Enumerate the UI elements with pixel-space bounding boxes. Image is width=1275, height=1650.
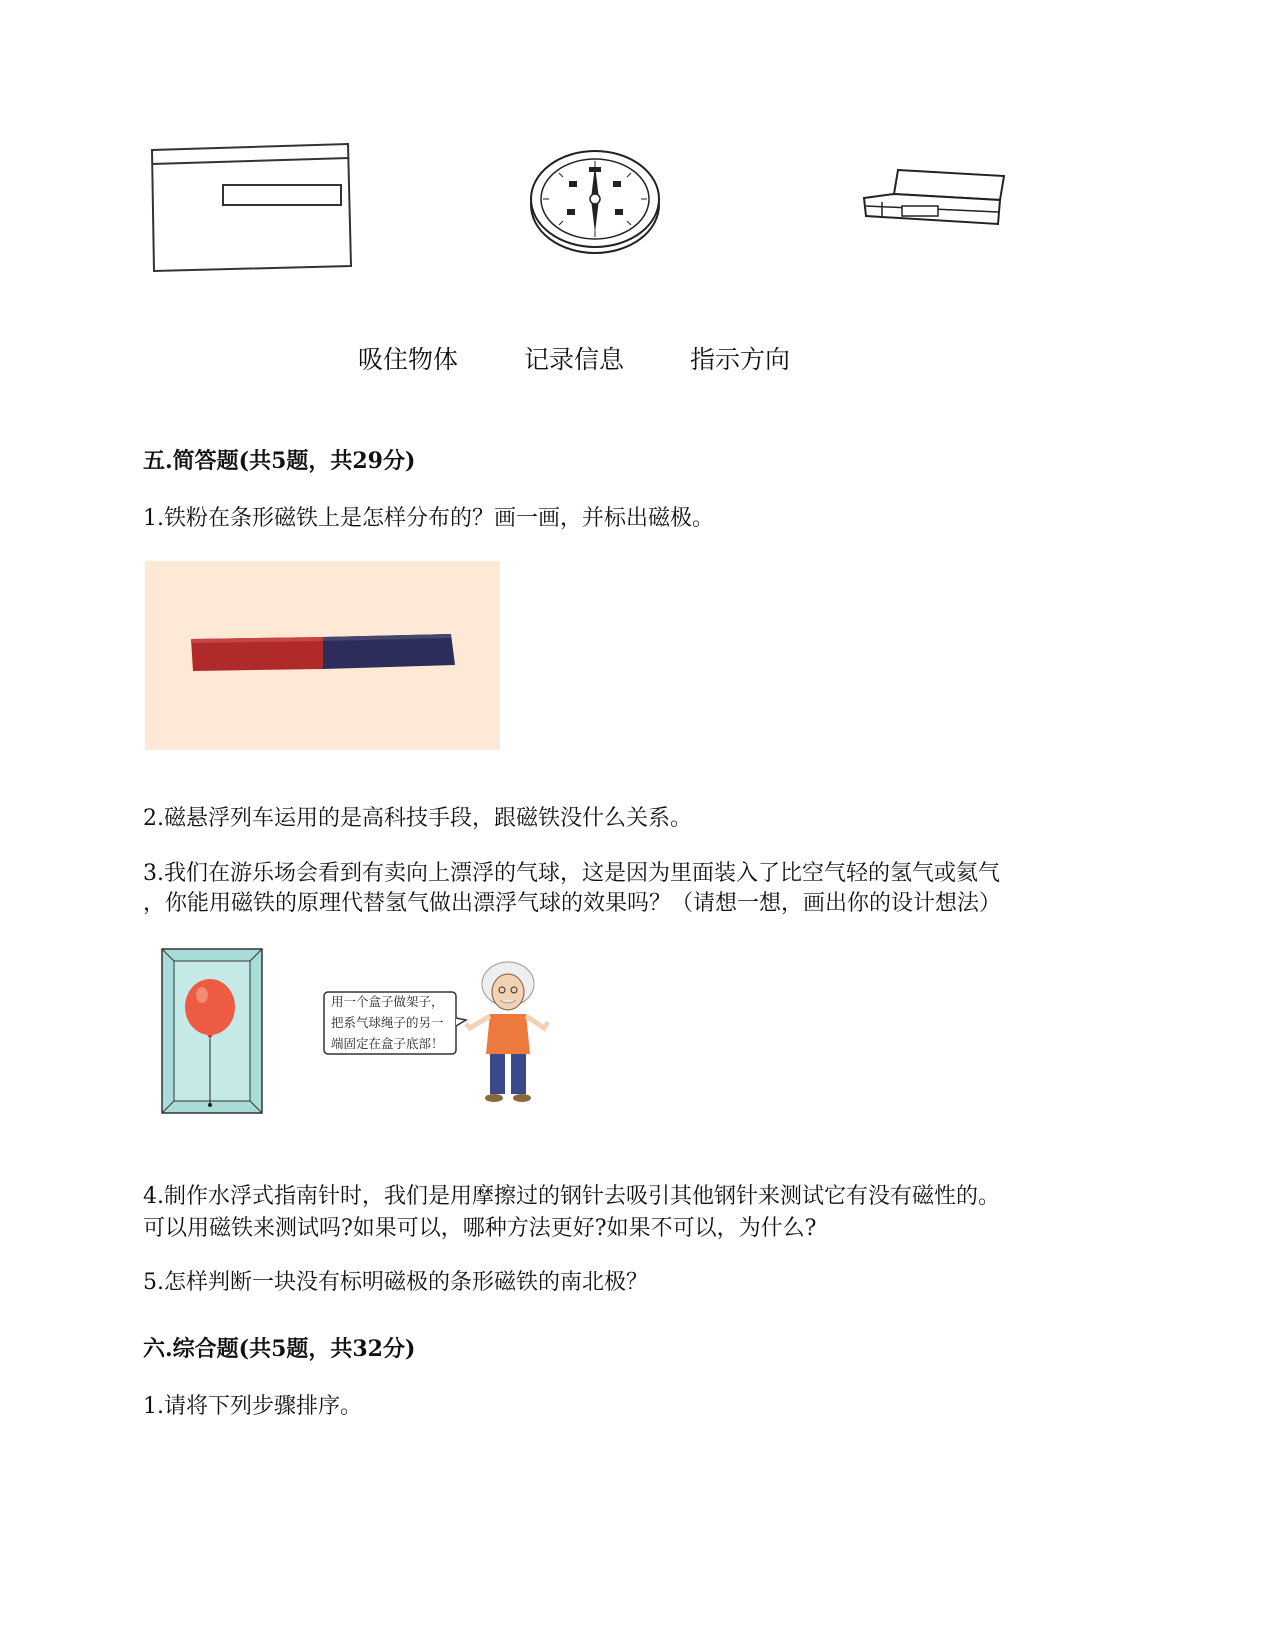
scientist-cartoon-image [460,958,550,1106]
question-5-4-line-1: 4.制作水浮式指南针时，我们是用摩擦过的钢针去吸引其他钢针来测试它有没有磁性的。 [143,1184,1000,1209]
question-5-3-line-2: ，你能用磁铁的原理代替氢气做出漂浮气球的效果吗？（请想一想，画出你的设计想法） [143,891,1002,916]
speech-line-3: 端固定在盒子底部！ [331,1036,444,1051]
balloon-box-image [160,947,264,1115]
pencil-box-icon [862,164,1008,232]
caption-record-info: 记录信息 [524,345,625,374]
question-6-1: 1.请将下列步骤排序。 [143,1394,362,1419]
magnetic-card-icon [146,140,356,276]
question-5-5: 5.怎样判断一块没有标明磁极的条形磁铁的南北极？ [143,1270,648,1295]
caption-attract-objects: 吸住物体 [358,345,459,374]
question-5-2: 2.磁悬浮列车运用的是高科技手段，跟磁铁没什么关系。 [143,806,692,831]
question-5-4-line-2: 可以用磁铁来测试吗?如果可以，哪种方法更好?如果不可以，为什么? [143,1216,817,1241]
speech-line-2: 把系气球绳子的另一 [331,1015,444,1030]
bar-magnet-image [145,561,500,750]
question-5-3-line-1: 3.我们在游乐场会看到有卖向上漂浮的气球，这是因为里面装入了比空气轻的氢气或氦气 [143,861,1000,886]
caption-indicate-direction: 指示方向 [690,345,791,374]
speech-line-1: 用一个盒子做架子， [331,994,444,1009]
question-5-1: 1.铁粉在条形磁铁上是怎样分布的？画一画，并标出磁极。 [143,506,714,531]
section-6-heading: 六.综合题(共5题，共32分) [143,1336,416,1362]
section-5-heading: 五.简答题(共5题，共29分) [143,448,416,474]
compass-icon [527,141,663,258]
